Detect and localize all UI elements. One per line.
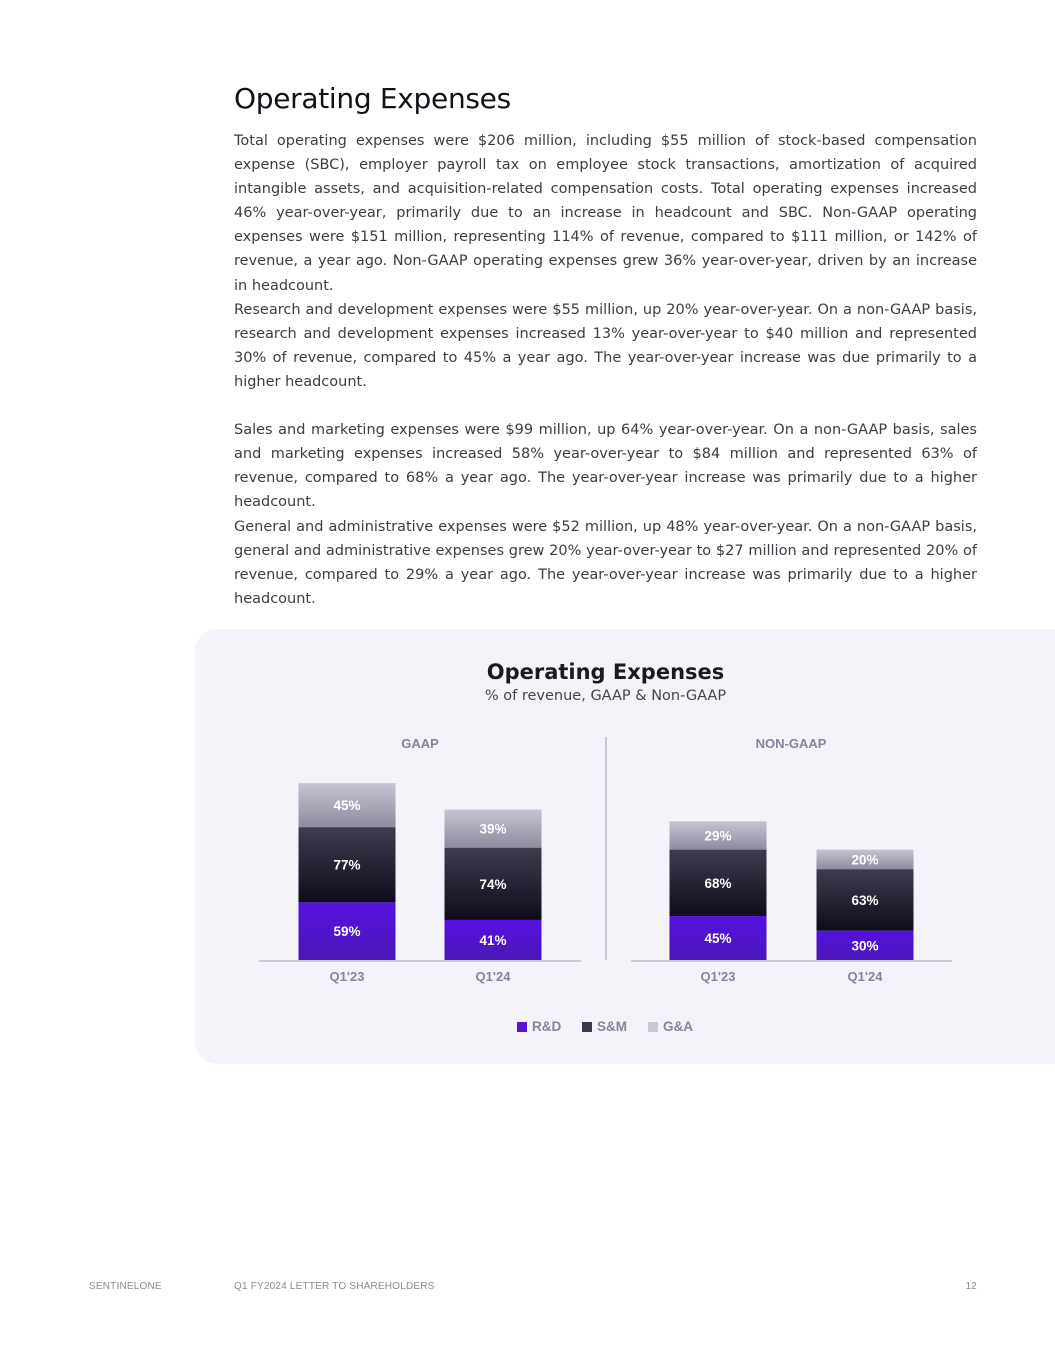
data-label-non-gaap-rd-0: 45% [704,931,732,947]
data-label-gaap-rd-0: 59% [333,924,361,940]
footer-document-title: Q1 FY2024 LETTER TO SHAREHOLDERS [234,1281,435,1292]
data-label-gaap-sm-0: 77% [333,857,361,873]
footer-page-number: 12 [965,1281,977,1292]
data-label-gaap-rd-1: 41% [479,932,507,948]
x-tick-label-gaap-0: Q1'23 [329,969,365,984]
paragraph-research-development: Research and development expenses were $55 million, up 20% year-over-year. On a non-GAAP basis, research and development expenses increased 13% year-over-year to $40 million and represented 30% of revenue, compared to 45% a year ago. The year-over-year increase was due primarily to a higher headcount. [234,302,977,391]
panel-label-gaap: GAAP [401,736,439,751]
panel-label-non-gaap: NON-GAAP [755,736,827,751]
data-label-gaap-ga-1: 39% [479,821,507,837]
footer-company: SENTINELONE [89,1281,162,1292]
data-label-non-gaap-ga-1: 20% [851,852,879,868]
data-label-non-gaap-sm-0: 68% [704,875,732,891]
legend-swatch-rd [517,1022,527,1032]
chart-title: Operating Expenses [486,660,725,684]
paragraph-total-opex: Total operating expenses were $206 million, including $55 million of stock-based compensation expense (SBC), employer payroll tax on employee stock transactions, amortization of acquired intangible assets, and acquisition-related compensation costs. Total operating expenses increased 46% year-over-year, primarily due to an increase in headcount and SBC. Non-GAAP operating expenses were $151 million, representing 114% of revenue, compared to $111 million, or 142% of revenue, a year ago. Non-GAAP operating expenses grew 36% year-over-year, driven by an increase in headcount. [234,133,977,294]
data-label-gaap-sm-1: 74% [479,876,507,892]
data-label-non-gaap-ga-0: 29% [704,828,732,844]
paragraph-sales-marketing: Sales and marketing expenses were $99 million, up 64% year-over-year. On a non-GAAP basis, sales and marketing expenses increased 58% year-over-year to $84 million and represented 63% of revenue, compared to 68% a year ago. The year-over-year increase was primarily due to a higher headcount. [234,422,977,511]
x-tick-label-gaap-1: Q1'24 [475,969,511,984]
legend-label-rd: R&D [532,1019,562,1034]
x-tick-label-non-gaap-1: Q1'24 [847,969,883,984]
legend-label-ga: G&A [663,1019,693,1034]
paragraph-general-administrative: General and administrative expenses were $52 million, up 48% year-over-year. On a non-GAAP basis, general and administrative expenses grew 20% year-over-year to $27 million and represented 20% of revenue, compared to 29% a year ago. The year-over-year increase was primarily due to a higher headcount. [234,519,977,608]
chart-subtitle: % of revenue, GAAP & Non-GAAP [484,688,727,704]
legend-label-sm: S&M [597,1019,627,1034]
legend-swatch-ga [648,1022,658,1032]
data-label-gaap-ga-0: 45% [333,798,361,814]
x-tick-label-non-gaap-0: Q1'23 [700,969,736,984]
section-title: Operating Expenses [234,82,511,115]
data-label-non-gaap-sm-1: 63% [851,892,879,908]
data-label-non-gaap-rd-1: 30% [851,938,879,954]
legend-swatch-sm [582,1022,592,1032]
